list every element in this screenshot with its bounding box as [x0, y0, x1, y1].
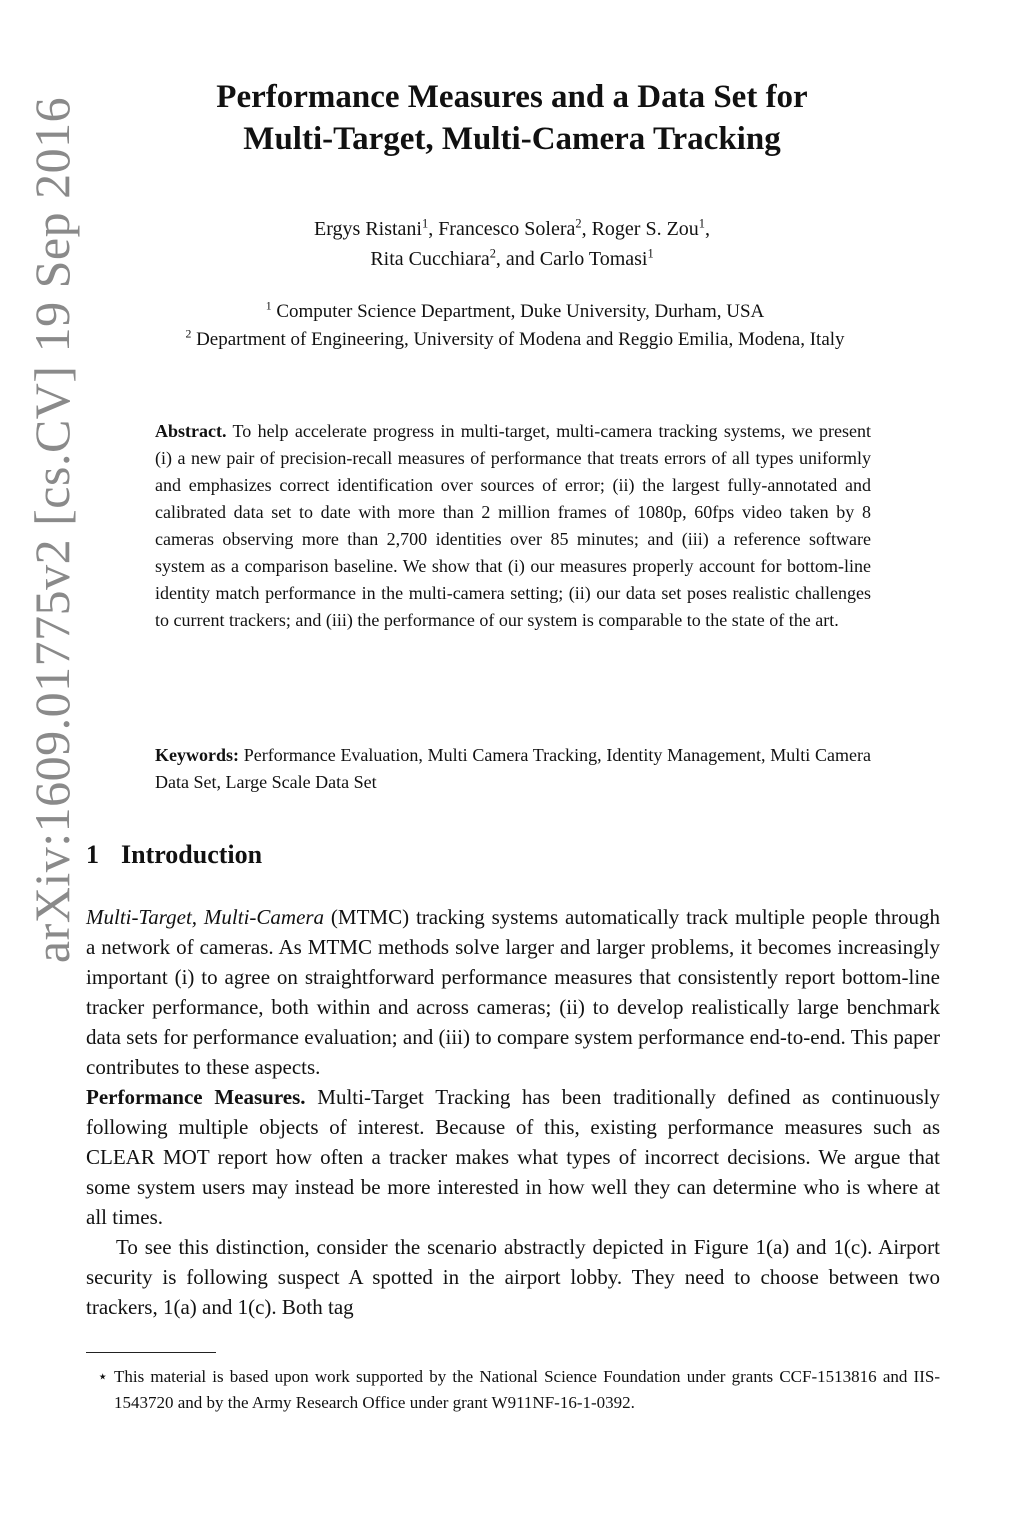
arxiv-identifier-text: arXiv:1609.01775v2 [cs.CV] 19 Sep 2016: [24, 96, 80, 964]
author-line-2: Rita Cucchiara$^2$, and Carlo Tomasi$^1$: [370, 246, 654, 270]
paragraph-1-italic: Multi-Target, Multi-Camera: [86, 905, 325, 929]
author-name: Rita Cucchiara: [370, 248, 490, 270]
author-affil-mark: 2: [575, 216, 582, 231]
paragraph-1-text: (MTMC) tracking systems automatically track multiple people through a network of cameras. As MTMC methods solve larger and larger problems, it becomes increasingly important (i) to agree on straightforward performance measures that consistently report bottom-line tracker performance, both within and across cameras; (ii) to develop realistically large benchmark data sets for performance evaluation; and (iii) to compare system performance end-to-end. This paper contributes to these aspects.: [86, 905, 940, 1079]
author-list: [100, 214, 924, 274]
keywords: [155, 742, 871, 796]
paragraph-1: [86, 902, 940, 1082]
author-affil-mark: 1: [698, 216, 705, 231]
footnote-text: This material is based upon work supported by the National Science Foundation under grants CCF-1513816 and IIS-1543720 and by the Army Research Office under grant W911NF-16-1-0392.: [114, 1367, 940, 1412]
affiliation-text: Computer Science Department, Duke University, Durham, USA: [276, 301, 765, 322]
paper-title: [100, 76, 924, 160]
paragraph-2: [86, 1082, 940, 1232]
section-heading: [86, 840, 262, 870]
body-text: [86, 902, 940, 1322]
affiliation-text: Department of Engineering, University of Modena and Reggio Emilia, Modena, Italy: [196, 329, 845, 350]
abstract-label: Abstract.: [155, 421, 227, 441]
author-line-1: Ergys Ristani$^1$, Francesco Solera$^2$, Roger S. Zou$^1$,: [314, 216, 710, 240]
author-name: Francesco Solera: [438, 218, 576, 240]
abstract: [155, 418, 871, 634]
footnote-rule: [86, 1352, 216, 1353]
paragraph-2-text: Multi-Target Tracking has been traditionally defined as continuously following multiple objects of interest. Because of this, existing performance measures such as CLEAR MOT report how often a tracker makes what types of incorrect decisions. We argue that some system users may instead be more interested in how well they can determine who is where at all times.: [86, 1085, 940, 1229]
footnote: [86, 1364, 940, 1416]
author-affil-mark: 1: [421, 216, 429, 231]
paragraph-3: [86, 1232, 940, 1322]
paragraph-3-text: To see this distinction, consider the scenario abstractly depicted in Figure 1(a) and 1(c). Airport security is following suspect A spotted in the airport lobby. They need to choose between two trackers, 1(a) and 1(c). Both tag: [86, 1235, 940, 1319]
keywords-text: Performance Evaluation, Multi Camera Tracking, Identity Management, Multi Camera Data Set, Large Scale Data Set: [155, 745, 872, 792]
keywords-label: Keywords:: [155, 745, 239, 765]
paragraph-2-runin: Performance Measures.: [86, 1085, 306, 1109]
footnote-marker: ⋆: [97, 1367, 108, 1386]
section-number: 1: [86, 840, 99, 869]
author-affil-mark: 1: [647, 246, 654, 261]
section-title: Introduction: [121, 840, 263, 869]
arxiv-identifier: [18, 80, 86, 980]
author-affil-mark: 2: [489, 246, 496, 261]
affiliation-1: [80, 298, 950, 326]
affiliation-mark: 1: [265, 299, 272, 313]
affiliation-2: [80, 326, 950, 354]
title-line-2: Multi-Target, Multi-Camera Tracking: [243, 121, 781, 157]
author-name: and Carlo Tomasi: [505, 248, 648, 270]
author-name: Roger S. Zou: [591, 218, 699, 240]
author-name: Ergys Ristani: [314, 218, 422, 240]
abstract-text: To help accelerate progress in multi-target, multi-camera tracking systems, we present (i) a new pair of precision-recall measures of performance that treats errors of all types uniformly and emphasizes correct identification over sources of error; (ii) the largest fully-annotated and calibrated data set to date with more than 2 million frames of 1080p, 60fps video taken by 8 cameras observing more than 2,700 identities over 85 minutes; and (iii) a reference software system as a comparison baseline. We show that (i) our measures properly account for bottom-line identity match performance in the multi-camera setting; (ii) our data set poses realistic challenges to current trackers; and (iii) the performance of our system is comparable to the state of the art.: [155, 421, 871, 630]
title-line-1: Performance Measures and a Data Set for: [216, 79, 808, 115]
affiliation-mark: 2: [185, 327, 192, 341]
